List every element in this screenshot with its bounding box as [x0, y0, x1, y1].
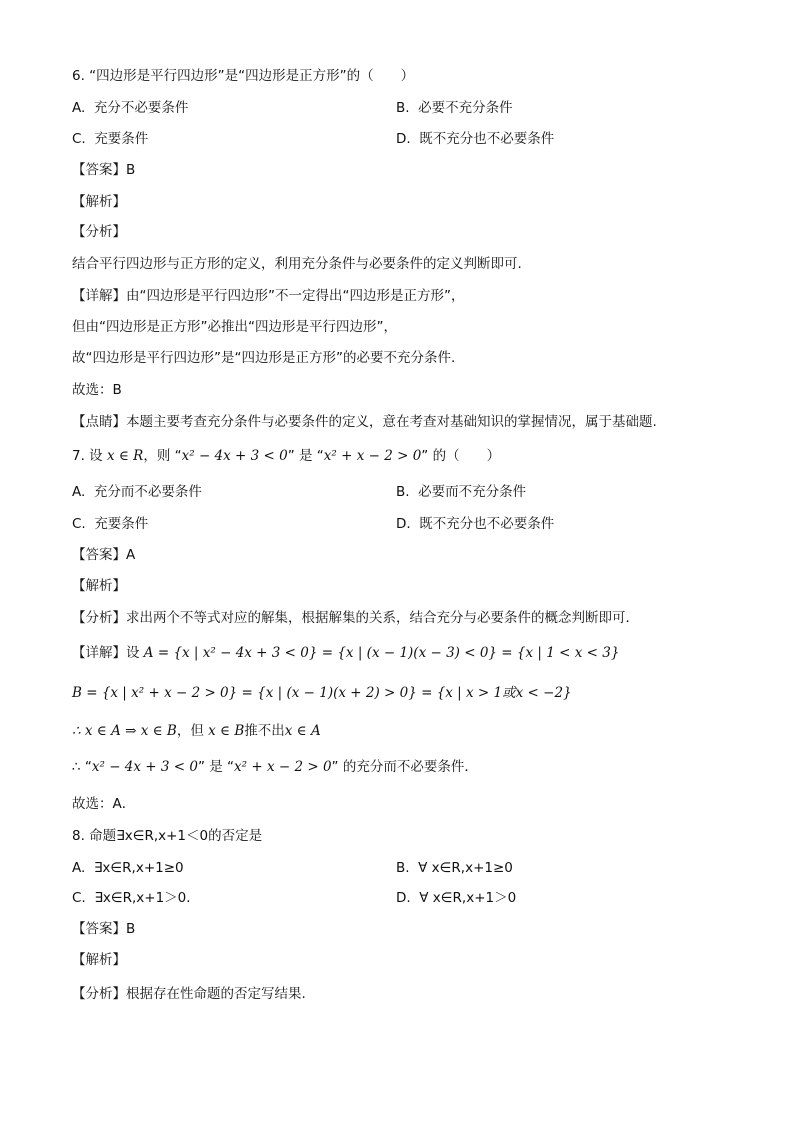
option-text: 必要而不充分条件 [418, 484, 527, 500]
option-text: 充分不必要条件 [93, 100, 189, 116]
option-text: ∃x∈R,x+1＞0． [94, 890, 200, 906]
math-x-in-b: x ∈ B [208, 723, 245, 739]
option-letter: B. [396, 860, 410, 876]
option-text: ∀ x∈R,x+1＞0 [419, 890, 517, 906]
math-inequality-2: x² + x − 2 > 0 [234, 759, 332, 775]
option-letter: B. [396, 484, 410, 500]
q6-fenxi-head: 【分析】 [72, 224, 126, 240]
math-set-b: B = {x | x² + x − 2 > 0} = {x | (x − 1)(x + 2) > 0} = {x | x > 1或x < −2} [72, 685, 572, 701]
q6-guxuan: 故选：B [72, 382, 122, 398]
q6-jiexi: 【解析】 [72, 194, 126, 210]
option-letter: A. [72, 860, 86, 876]
option-text: 既不充分也不必要条件 [419, 131, 555, 147]
q8-fenxi: 【分析】根据存在性命题的否定写结果. [72, 986, 306, 1002]
q7-stem: 7. 设 x ∈ R，则 “x² − 4x + 3 < 0” 是 “x² + x − 2 > 0” 的（ ） [72, 448, 501, 464]
q7-option-a [72, 482, 202, 502]
option-letter: C. [72, 890, 86, 906]
math-x-in-a: x ∈ A [284, 723, 321, 739]
q7-option-b [396, 482, 526, 502]
q6-xiangjie-1: 【详解】由“四边形是平行四边形”不一定得出“四边形是正方形”， [72, 288, 465, 304]
q8-option-b [396, 858, 513, 878]
q7-fenxi: 【分析】求出两个不等式对应的解集，根据解集的关系，结合充分与必要条件的概念判断即可． [72, 610, 639, 626]
option-letter: D. [396, 516, 411, 532]
option-text: ∃x∈R,x+1≥0 [93, 860, 184, 876]
q6-option-c [72, 129, 148, 149]
math-inequality-1: x² − 4x + 3 < 0 [181, 448, 288, 464]
option-letter: D. [396, 890, 411, 906]
q6-fenxi-body: 结合平行四边形与正方形的定义，利用充分条件与必要条件的定义判断即可. [72, 256, 522, 272]
q6-xiangjie-3: 故“四边形是平行四边形”是“四边形是正方形”的必要不充分条件. [72, 350, 456, 366]
q8-option-a [72, 858, 184, 878]
q7-option-d [396, 514, 554, 534]
q6-dianjing: 【点睛】本题主要考查充分条件与必要条件的定义，意在考查对基础知识的掌握情况，属于基础题. [72, 414, 657, 430]
q8-option-d [396, 888, 516, 908]
q8-option-c [72, 888, 200, 908]
option-text: ∀ x∈R,x+1≥0 [418, 860, 513, 876]
q7-therefore-1: ∴ x ∈ A ⇒ x ∈ B，但 x ∈ B推不出x ∈ A [72, 723, 321, 739]
q6-option-a [72, 98, 188, 118]
math-implication: ∴ x ∈ A ⇒ x ∈ B [72, 723, 177, 739]
q8-answer: 【答案】B [72, 921, 136, 937]
math-inequality-1: x² − 4x + 3 < 0 [91, 759, 198, 775]
q7-set-b [72, 683, 572, 703]
option-text: 既不充分也不必要条件 [419, 516, 555, 532]
q7-guxuan: 故选：A． [72, 796, 136, 812]
q6-stem: 6. “四边形是平行四边形”是“四边形是正方形”的（ ） [72, 68, 415, 84]
q7-xiangjie-set-a: 【详解】设 A = {x | x² − 4x + 3 < 0} = {x | (x − 1)(x − 3) < 0} = {x | 1 < x < 3} [72, 645, 620, 661]
math-set-a: A = {x | x² − 4x + 3 < 0} = {x | (x − 1)(x − 3) < 0} = {x | 1 < x < 3} [143, 645, 620, 661]
q7-answer: 【答案】A [72, 547, 136, 563]
option-letter: C. [72, 131, 86, 147]
math-x-in-r: x ∈ R [106, 448, 144, 464]
option-text: 必要不充分条件 [418, 100, 513, 116]
q7-option-c [72, 514, 148, 534]
option-text: 充要条件 [94, 131, 149, 147]
option-letter: A. [72, 100, 86, 116]
option-letter: D. [396, 131, 411, 147]
q7-therefore-2: ∴ “x² − 4x + 3 < 0” 是 “x² + x − 2 > 0” 的充分而不必要条件． [72, 759, 478, 775]
q8-stem: 8. 命题∃x∈R,x+1＜0的否定是 [72, 828, 263, 844]
option-letter: C. [72, 516, 86, 532]
option-letter: A. [72, 484, 86, 500]
option-text: 充要条件 [94, 516, 149, 532]
math-inequality-2: x² + x − 2 > 0 [323, 448, 422, 464]
q8-jiexi: 【解析】 [72, 952, 126, 968]
q6-xiangjie-2: 但由“四边形是正方形”必推出“四边形是平行四边形”， [72, 319, 397, 335]
q7-jiexi: 【解析】 [72, 578, 126, 594]
q6-option-d [396, 129, 554, 149]
option-letter: B. [396, 100, 410, 116]
option-text: 充分而不必要条件 [93, 484, 202, 500]
q6-option-b [396, 98, 513, 118]
q6-answer: 【答案】B [72, 162, 136, 178]
